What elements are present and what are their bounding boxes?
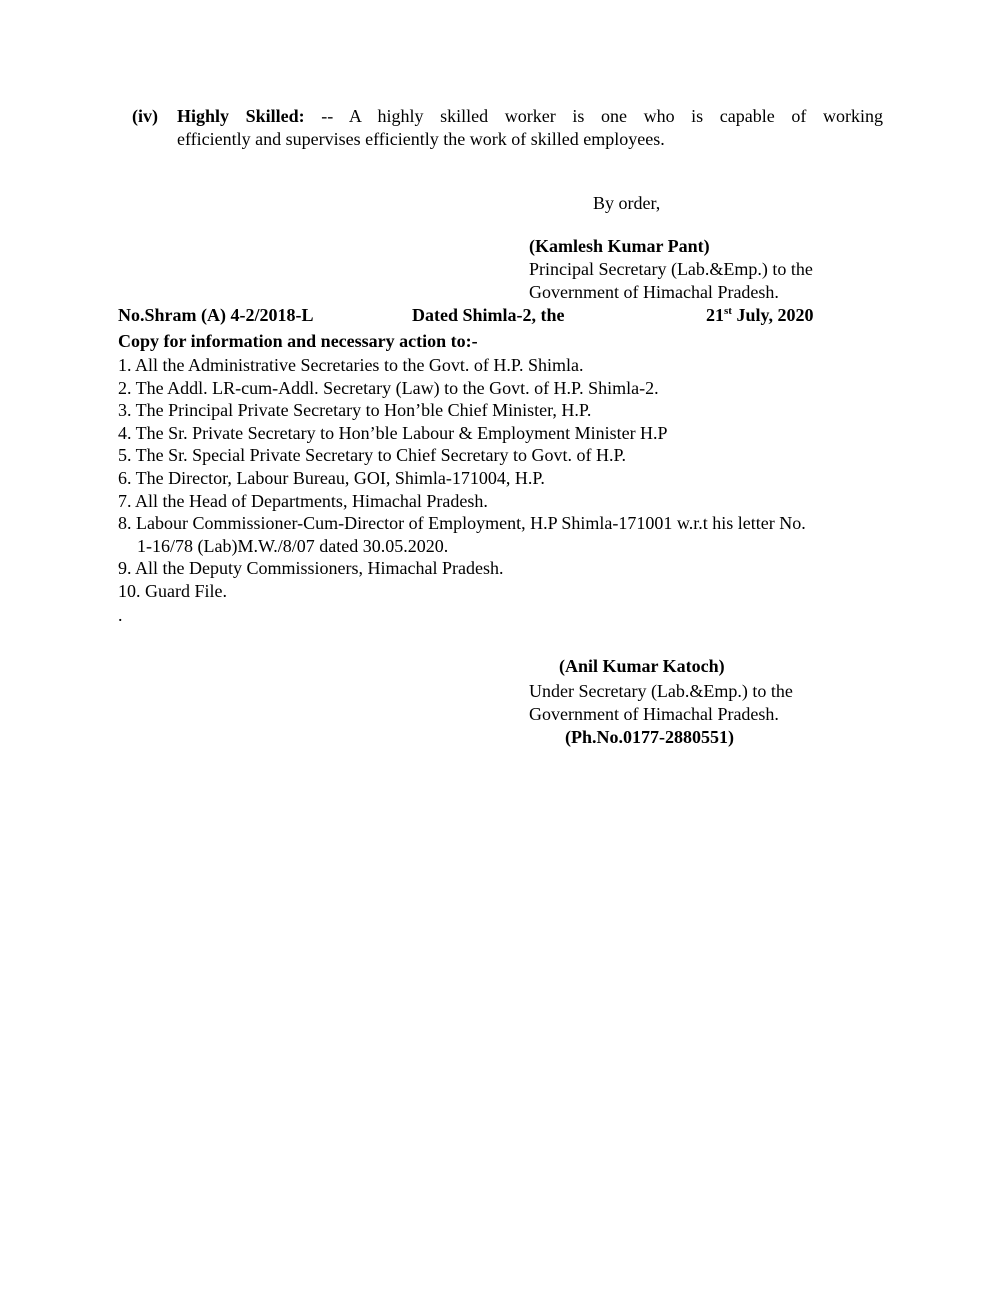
distribution-item-text: 3. The Principal Private Secretary to Hon’ble Chief Minister, H.P. [118, 400, 592, 421]
distribution-item-text: 7. All the Head of Departments, Himachal Pradesh. [118, 490, 488, 511]
distribution-item [118, 377, 806, 400]
by-order-text: By order, [593, 193, 661, 213]
distribution-item [118, 580, 806, 603]
signatory-1-name: (Kamlesh Kumar Pant) [529, 236, 710, 256]
signatory-2-designation-line-1: Under Secretary (Lab.&Emp.) to the [529, 681, 793, 701]
distribution-item-text: 5. The Sr. Special Private Secretary to Chief Secretary to Govt. of H.P. [118, 445, 627, 466]
reference-day: 21 [706, 305, 724, 325]
reference-month-year: July, 2020 [736, 305, 814, 325]
distribution-item-text: 4. The Sr. Private Secretary to Hon’ble Labour & Employment Minister H.P [118, 422, 668, 443]
clause-line-1 [177, 105, 883, 128]
distribution-item-text: 1. All the Administrative Secretaries to the Govt. of H.P. Shimla. [118, 355, 584, 375]
trailing-mark: . [118, 605, 123, 625]
reference-day-suffix: st [724, 305, 732, 317]
distribution-item-continuation: 1-16/78 (Lab)M.W./8/07 dated 30.05.2020. [137, 535, 449, 556]
distribution-item-text: 6. The Director, Labour Bureau, GOI, Shimla-171004, H.P. [118, 467, 545, 488]
distribution-item [118, 399, 806, 422]
clause-term: Highly Skilled: [177, 106, 305, 126]
reference-date [706, 304, 813, 327]
distribution-item [118, 422, 806, 445]
signatory-2-name: (Anil Kumar Katoch) [559, 656, 725, 676]
reference-dated-label: Dated Shimla-2, the [412, 305, 565, 325]
distribution-item-text: 10. Guard File. [118, 580, 227, 601]
distribution-item [118, 490, 806, 513]
distribution-item-text: 8. Labour Commissioner-Cum-Director of Employment, H.P Shimla-171001 w.r.t his letter No. [118, 513, 806, 534]
clause-number: (iv) [132, 106, 158, 126]
signatory-2-designation-line-2: Government of Himachal Pradesh. [529, 704, 779, 724]
distribution-item-text: 9. All the Deputy Commissioners, Himachal Pradesh. [118, 558, 504, 579]
distribution-item [118, 557, 806, 580]
copy-heading: Copy for information and necessary action to:- [118, 331, 478, 351]
reference-number: No.Shram (A) 4-2/2018-L [118, 305, 314, 325]
clause-definition-start: -- A highly skilled worker is one who is capable of working [321, 106, 883, 126]
clause-body [177, 105, 883, 150]
clause-line-2: efficiently and supervises efficiently the work of skilled employees. [177, 128, 665, 149]
distribution-item [118, 444, 806, 467]
distribution-item [118, 354, 806, 377]
signatory-1-designation-line-1: Principal Secretary (Lab.&Emp.) to the [529, 259, 813, 279]
distribution-item [118, 467, 806, 490]
signatory-2-phone: (Ph.No.0177-2880551) [565, 727, 734, 747]
signatory-1-designation-line-2: Government of Himachal Pradesh. [529, 282, 779, 302]
distribution-list [118, 354, 806, 603]
distribution-item-text: 2. The Addl. LR-cum-Addl. Secretary (Law) to the Govt. of H.P. Shimla-2. [118, 377, 659, 398]
distribution-item [118, 512, 806, 557]
